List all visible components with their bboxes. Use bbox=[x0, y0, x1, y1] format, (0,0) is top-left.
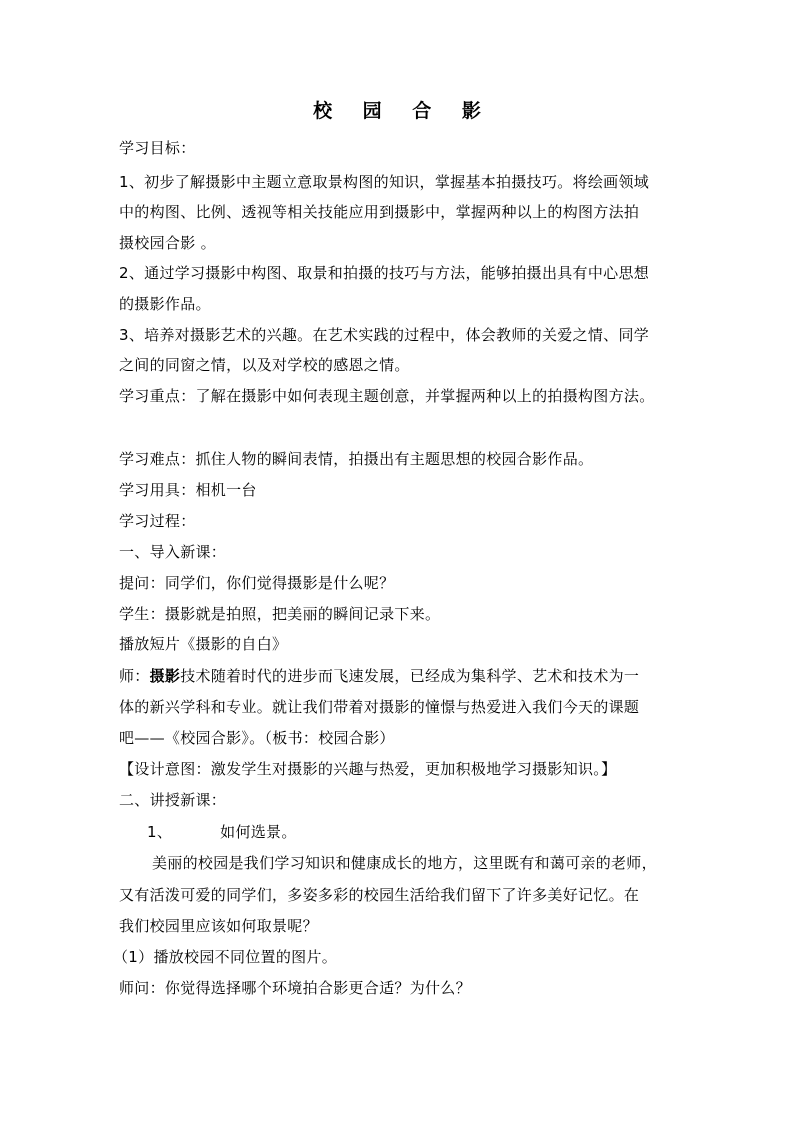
section-2-heading: 二、讲授新课： bbox=[119, 791, 227, 809]
teacher-speech-line-2: 体的新兴学科和专业。就让我们带着对摄影的憧憬与热爱进入我们今天的课题 bbox=[119, 698, 640, 716]
objective-2-line-1: 2、通过学习摄影中构图、取景和拍摄的技巧与方法，能够拍摄出具有中心思想 bbox=[119, 264, 650, 282]
subsection-1-title: 如何选景。 bbox=[220, 823, 297, 841]
objective-1-line-3: 摄校园合影 。 bbox=[119, 234, 216, 252]
teacher-prefix: 师： bbox=[119, 667, 150, 685]
subsection-1-heading bbox=[147, 822, 712, 842]
difficulties: 学习难点：抓住人物的瞬间表情，拍摄出有主题思想的校园合影作品。 bbox=[119, 450, 594, 468]
teacher-question: 提问：同学们，你们觉得摄影是什么呢？ bbox=[119, 574, 395, 592]
document-title: 校 园 合 影 bbox=[313, 100, 493, 122]
student-answer: 学生：摄影就是拍照，把美丽的瞬间记录下来。 bbox=[119, 605, 441, 623]
video-note: 播放短片《摄影的自白》 bbox=[119, 635, 288, 653]
design-intent: 【设计意图：激发学生对摄影的兴趣与热爱，更加积极地学习摄影知识。】 bbox=[119, 760, 617, 778]
process-heading: 学习过程： bbox=[119, 512, 196, 530]
section-1-heading: 一、导入新课： bbox=[119, 543, 227, 561]
tools: 学习用具：相机一台 bbox=[119, 481, 257, 499]
teacher-bold-term: 摄影 bbox=[149, 667, 181, 685]
paragraph-line-2: 又有活泼可爱的同学们，多姿多彩的校园生活给我们留下了许多美好记忆。在 bbox=[119, 886, 640, 904]
teacher-speech-line-3: 吧——《校园合影》。（板书：校园合影） bbox=[119, 729, 395, 747]
subsection-1-number: 1、 bbox=[147, 823, 173, 841]
teacher-speech-rest: 技术随着时代的进步而飞速发展，已经成为集科学、艺术和技术为一 bbox=[180, 667, 640, 685]
paragraph-line-3: 我们校园里应该如何取景呢？ bbox=[119, 917, 318, 935]
teacher-question-2: 师问：你觉得选择哪个环境拍合影更合适？为什么？ bbox=[119, 979, 471, 997]
paragraph-line-1: 美丽的校园是我们学习知识和健康成长的地方，这里既有和蔼可亲的老师， bbox=[152, 854, 657, 872]
step-1: （1）播放校园不同位置的图片。 bbox=[113, 948, 338, 966]
objective-3-line-1: 3、培养对摄影艺术的兴趣。在艺术实践的过程中，体会教师的关爱之情、同学 bbox=[119, 326, 650, 344]
teacher-speech-line-1 bbox=[119, 666, 684, 686]
objective-1-line-1: 1、初步了解摄影中主题立意取景构图的知识，掌握基本拍摄技巧。将绘画领域 bbox=[119, 173, 650, 191]
key-points: 学习重点：了解在摄影中如何表现主题创意，并掌握两种以上的拍摄构图方法。 bbox=[119, 387, 655, 405]
objective-3-line-2: 之间的同窗之情，以及对学校的感恩之情。 bbox=[119, 356, 410, 374]
objective-1-line-2: 中的构图、比例、透视等相关技能应用到摄影中，掌握两种以上的构图方法拍 bbox=[119, 203, 640, 221]
objective-2-line-2: 的摄影作品。 bbox=[119, 295, 211, 313]
objectives-heading: 学习目标： bbox=[119, 139, 196, 157]
